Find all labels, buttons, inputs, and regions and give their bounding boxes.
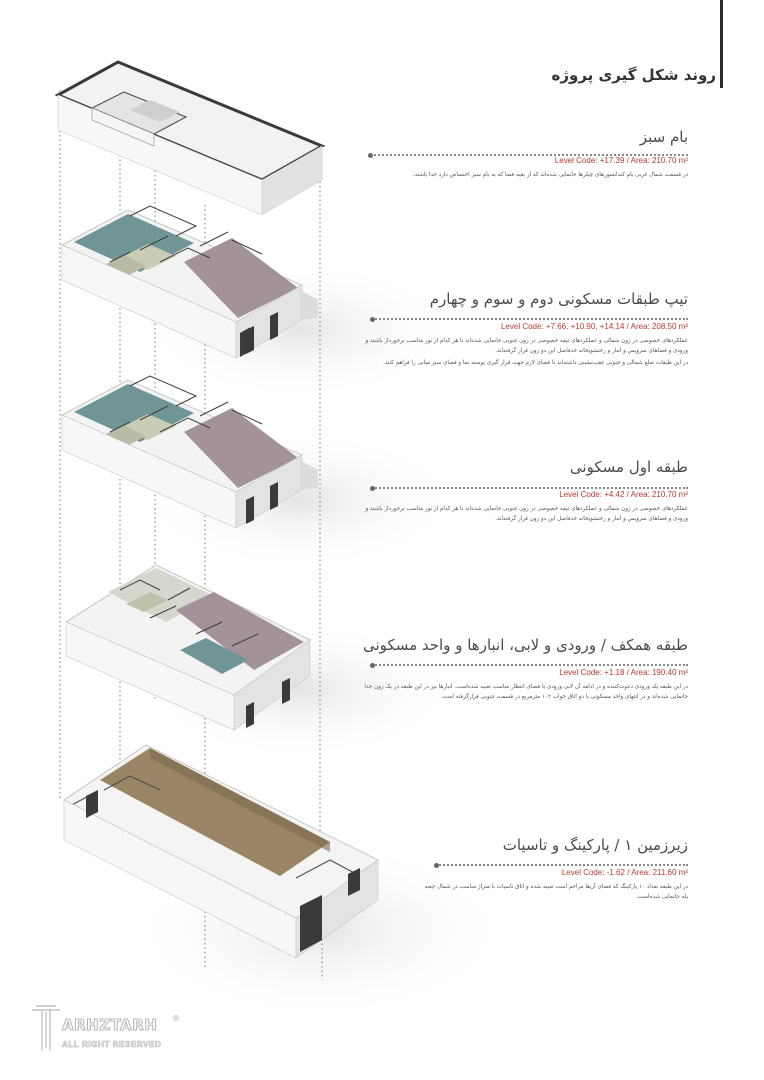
section-description	[358, 505, 688, 524]
level-code: Level Code: -1.62 / Area: 211.60 m²	[561, 868, 688, 877]
description-paragraph: عملکردهای خصوصی در زون شمالی و عملکردهای نیمه خصوصی در زون جنوبی جانمایی شده‌اند تا هر کدام از نور مناسب برخوردار باشند و ورودی و فضاهای سرویس و انبار و رختشویخانه حدفاصل این دو زون قرار گرفته‌اند.	[365, 506, 688, 522]
description-paragraph: در این طبقات ضلع شمالی و جنوبی عقب‌نشینی داشته‌اند تا فضای لازم جهت قرار گیری پوسته نما و فضای سبز میانی را فراهم کنند.	[383, 360, 688, 366]
level-code: Level Code: +17.39 / Area: 210.70 m²	[554, 156, 688, 165]
section-basement	[418, 836, 688, 905]
section-ground-floor	[358, 636, 688, 705]
section-green-roof	[358, 128, 688, 184]
section-description	[418, 883, 688, 902]
level-code: Level Code: +1.18 / Area: 190.40 m²	[559, 668, 688, 677]
section-heading: طبقه اول مسکونی	[569, 458, 688, 476]
logo-tagline: ALL RIGHT RESERVED	[62, 1040, 162, 1049]
section-heading: تیپ طبقات مسکونی دوم و سوم و چهارم	[429, 290, 688, 308]
section-heading: زیرزمین ۱ / پارکینگ و تاسیات	[502, 836, 688, 854]
roof-level	[58, 62, 322, 215]
section-description	[358, 337, 688, 369]
logo-wordmark: ARHZTARH	[62, 1016, 158, 1034]
description-paragraph: در این طبقه یک ورودی دعوت‌کننده و در ادامه آن لابی ورودی با فضای انتظار مناسب تعبیه شده‌است. انبارها نیز در این طبقه در یک زون جدا جانمایی شده‌اند و در انتهای واحد مسکونی با دو اتاق خواب ۱۰۲ مترمربع در قسمت جنوبی قرارگرفته است.	[364, 684, 688, 700]
section-description	[358, 683, 688, 702]
registered-mark: ®	[172, 1014, 180, 1023]
level-code: Level Code: +4.42 / Area: 210.70 m²	[559, 490, 688, 499]
description-paragraph: عملکردهای خصوصی در زون شمالی و عملکردهای نیمه خصوصی در زون جنوبی جانمایی شده‌اند تا هر کدام از نور مناسب برخوردار باشند و ورودی و فضاهای سرویس و انبار و رختشویخانه حدفاصل این دو زون قرار گرفته‌اند.	[365, 338, 688, 354]
section-heading: طبقه همکف / ورودی و لابی، انبارها و واحد مسکونی	[362, 636, 688, 654]
level-code: Level Code: +7.66, +10.90, +14.14 / Area: 208.50 m²	[500, 322, 688, 331]
section-description	[358, 171, 688, 181]
section-typical-floors	[358, 290, 688, 372]
section-heading: بام سبز	[639, 128, 688, 146]
page-title: روند شکل گیری پروژه	[551, 66, 716, 84]
description-paragraph: در این طبقه تعداد ۱۰ پارکینگ که فضای آن‌ها مزاحم است تعبیه شده و اتاق تاسیات با متراژ مناسب در شمال جعبه پله جانمایی شده‌است.	[424, 884, 688, 900]
description-paragraph: در قسمت شمال غربی بام کندانسورهای چیلرها جانمایی شده‌اند که از بقیه فضا که به بام سبز اختصاص دارد جدا یاشند.	[412, 172, 688, 178]
section-first-floor	[358, 458, 688, 527]
